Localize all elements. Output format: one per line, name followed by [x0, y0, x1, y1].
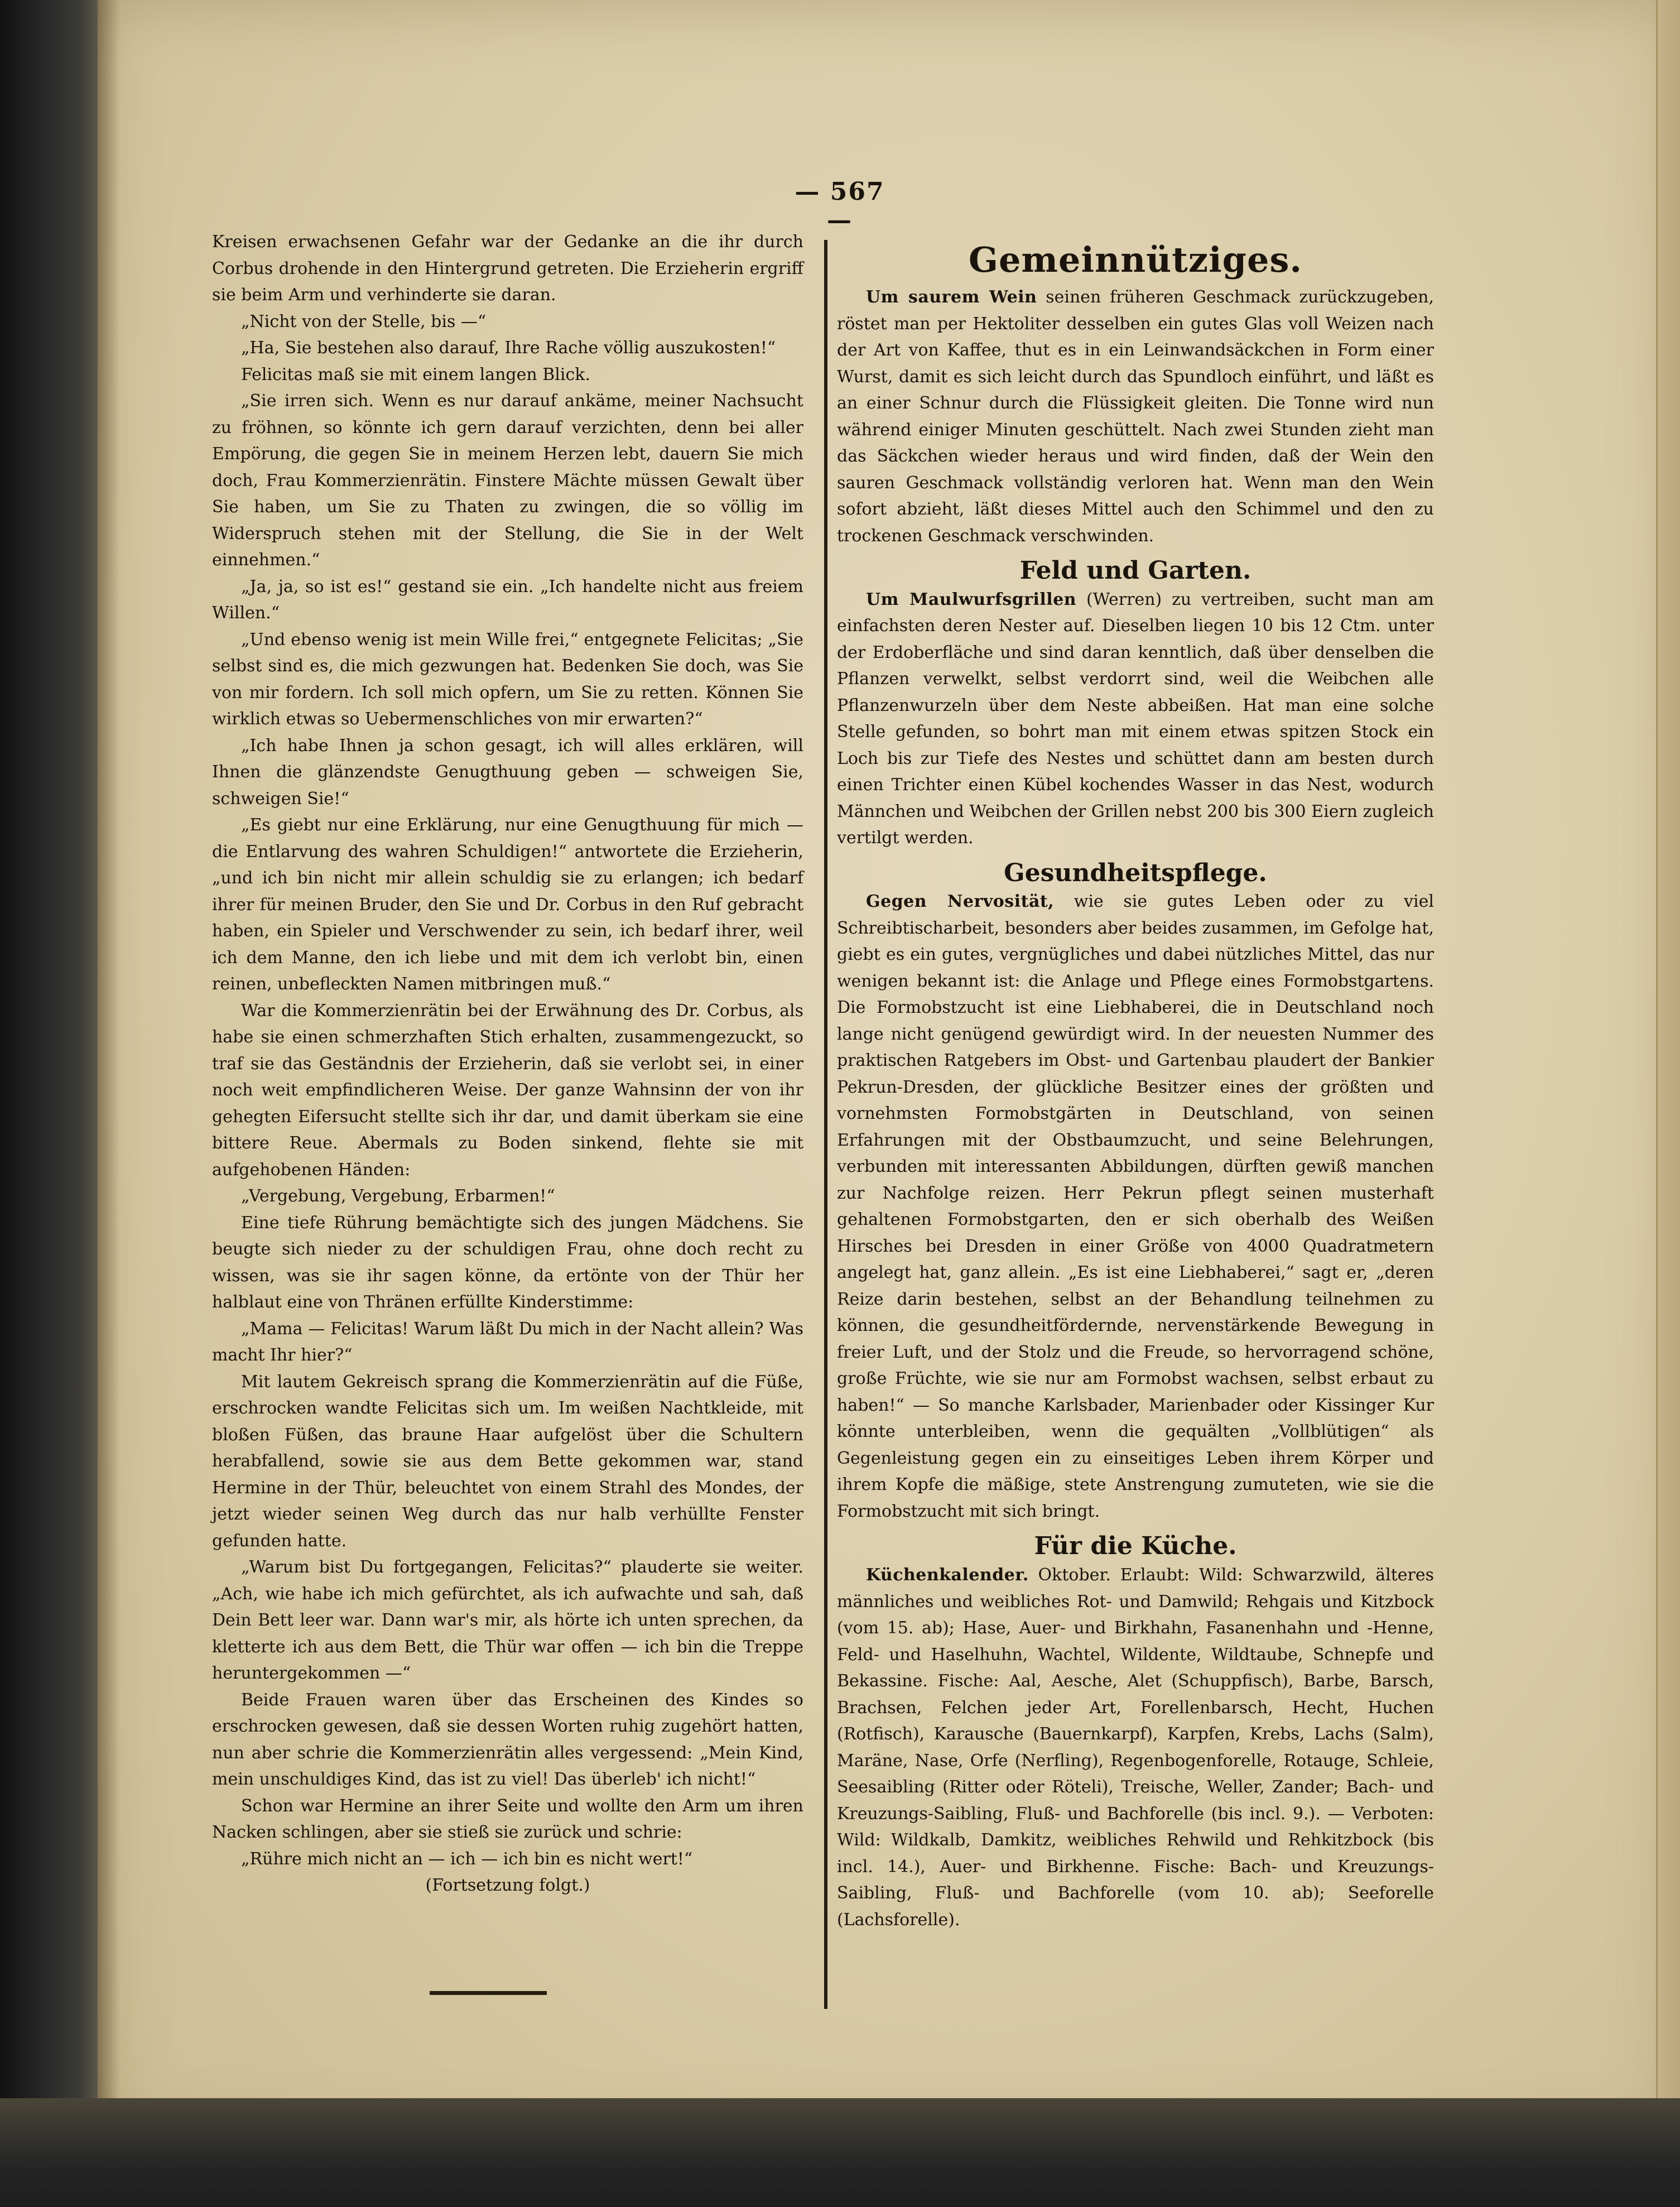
article-text: seinen früheren Geschmack zurückzugeben, röstet man per Hektoliter desselben ein gutes Glas voll Weizen nach der Art von Kaffee, thut es in ein Leinwandsäckchen in Form einer Wurst, damit es sich leicht durch das Spundloch einführt, und läßt es an einer Schnur durch die Flüssigkeit gleiten. Die Tonne wird nun während einiger Minuten geschüttelt. Nach zwei Stunden zieht man das Säckchen wieder heraus und wird finden, daß der Wein den sauren Geschmack vollständig verloren hat. Wenn man den Wein sofort abzieht, läßt dieses Mittel auch den Schimmel und den zu trockenen Geschmack verschwinden. — [837, 287, 1434, 546]
article-end-rule — [430, 1991, 547, 1995]
paragraph: „Rühre mich nicht an — ich — ich bin es nicht wert!“ — [241, 1849, 693, 1869]
right-column — [837, 240, 1434, 1933]
paragraph: „Es giebt nur eine Erklärung, nur eine Genugthuung für mich — die Entlarvung des wahren Schuldigen!“ antwortete die Erzieherin, „und ich bin nicht mir allein schuldig sie zu erlangen; ich bedarf ihrer für meinen Bruder, den Sie und Dr. Corbus in den Ruf gebracht haben, ein Spieler und Verschwender zu sein, ich bedarf ihrer, weil ich dem Manne, den ich liebe und mit dem ich verlobt bin, einen reinen, unbefleckten Namen mitbringen muß.“ — [212, 815, 803, 994]
article-lead: Küchenkalender. — [866, 1565, 1029, 1585]
page-fold-shadow — [98, 0, 120, 2143]
section-heading: Für die Küche. — [1034, 1532, 1237, 1561]
paragraph: „Warum bist Du fortgegangen, Felicitas?“ plauderte sie weiter. „Ach, wie habe ich mich gefürchtet, als ich aufwachte und sah, daß Dein Bett leer war. Dann war's mir, als hörte ich unten sprechen, da kletterte ich aus dem Bett, die Thür war offen — ich bin die Treppe heruntergekommen —“ — [212, 1557, 803, 1683]
column-divider — [824, 240, 827, 2009]
section-heading: Feld und Garten. — [1019, 556, 1251, 585]
scan-edge-left — [0, 0, 106, 2207]
paragraph: Schon war Hermine an ihrer Seite und wollte den Arm um ihren Nacken schlingen, aber sie stieß sie zurück und schrie: — [212, 1796, 803, 1842]
paragraph: Felicitas maß sie mit einem langen Blick. — [241, 364, 590, 384]
paragraph: „Vergebung, Vergebung, Erbarmen!“ — [241, 1186, 555, 1206]
paragraph: Eine tiefe Rührung bemächtigte sich des jungen Mädchens. Sie beugte sich nieder zu der schuldigen Frau, ohne doch recht zu wissen, was sie ihr sagen könne, da ertönte von der Thür her halblaut eine von Thränen erfüllte Kinderstimme: — [212, 1213, 803, 1312]
article-paragraph — [837, 1562, 1434, 1933]
paragraph: Kreisen erwachsenen Gefahr war der Gedanke an die ihr durch Corbus drohende in den Hintergrund getreten. Die Erzieherin ergriff sie beim Arm und verhinderte sie daran. — [212, 232, 803, 305]
section-heading: Gesundheitspflege. — [1004, 858, 1267, 887]
paragraph: „Und ebenso wenig ist mein Wille frei,“ entgegnete Felicitas; „Sie selbst sind es, die mich gezwungen hat. Bedenken Sie doch, was Sie von mir fordern. Ich soll mich opfern, um Sie zu retten. Können Sie wirklich etwas so Uebermenschliches von mir erwarten?“ — [212, 629, 803, 729]
paragraph: „Nicht von der Stelle, bis —“ — [241, 311, 487, 331]
article-text: (Werren) zu vertreiben, sucht man am einfachsten deren Nester auf. Dieselben liegen 10 bis 12 Ctm. unter der Erdoberfläche und sind daran kenntlich, daß über denselben die Pflanzen verwelkt, selbst verdorrt sind, weil die Weibchen alle Pflanzenwurzeln über dem Neste abbeißen. Hat man eine solche Stelle gefunden, so bohrt man mit einem etwas spitzen Stock ein Loch bis zur Tiefe des Nestes und schüttet dann am besten durch einen Trichter einen Kübel kochendes Wasser in das Nest, wodurch Männchen und Weibchen der Grillen nebst 200 bis 300 Eiern zugleich vertilgt werden. — [837, 589, 1435, 848]
article-lead: Um Maulwurfsgrillen — [866, 589, 1077, 609]
article-text: Oktober. Erlaubt: Wild: Schwarzwild, älteres männliches und weibliches Rot- und Damwild; Rehgais und Kitzbock (vom 15. ab); Hase, Auer- und Birkhahn, Fasanenhahn und -Henne, Feld- und Haselhuhn, Wachtel, Wildente, Wildtaube, Schnepfe und Bekassine. Fische: Aal, Aesche, Alet (Schuppfisch), Barbe, Barsch, Brachsen, Felchen jeder Art, Forellenbarsch, Hecht, Huchen (Rotfisch), Karausche (Bauernkarpf), Karpfen, Krebs, Lachs (Salm), Maräne, Nase, Orfe (Nerfling), Regenbogenforelle, Rotauge, Schleie, Seesaibling (Ritter oder Röteli), Treische, Weller, Zander; Bach- und Kreuzungs-Saibling, Fluß- und Bachforelle (bis incl. 9.). — Verboten: Wild: Wildkalb, Damkitz, weibliches Rehwild und Rehkitzbock (bis incl. 14.), Auer- und Birkhenne. Fische: Bach- und Kreuzungs-Saibling, Fluß- und Bachforelle (vom 10. ab); Seeforelle (Lachsforelle). — [837, 1565, 1434, 1930]
paragraph: War die Kommerzienrätin bei der Erwähnung des Dr. Corbus, als habe sie einen schmerzhaften Stich erhalten, zusammengezuckt, so traf sie das Geständnis der Erzieherin, daß sie verlobt sei, in einer noch weit empfindlicheren Weise. Der ganze Wahnsinn der von ihr gehegten Eifersucht stellte sich ihr dar, und damit überkam sie eine bittere Reue. Abermals zu Boden sinkend, flehte sie mit aufgehobenen Händen: — [212, 1001, 803, 1180]
paragraph: „Sie irren sich. Wenn es nur darauf ankäme, meiner Nachsucht zu fröhnen, so könnte ich gern darauf verzichten, denn bei aller Empörung, die gegen Sie in meinem Herzen lebt, dauern Sie mich doch, Frau Kommerzienrätin. Finstere Mächte müssen Gewalt über Sie haben, um Sie zu Thaten zu zwingen, die so völlig im Widerspruch stehen mit der Stellung, die Sie in der Welt einnehmen.“ — [212, 391, 803, 570]
article-lead: Gegen Nervosität, — [866, 892, 1055, 912]
article-lead: Um saurem Wein — [866, 287, 1037, 307]
paragraph: Beide Frauen waren über das Erscheinen des Kindes so erschrocken gewesen, daß sie dessen Worten ruhig zugehört hatten, nun aber schrie die Kommerzienrätin alles vergessend: „Mein Kind, mein unschuldiges Kind, das ist zu viel! Das überleb' ich nicht!“ — [212, 1690, 803, 1789]
article-text: wie sie gutes Leben oder zu viel Schreibtischarbeit, besonders aber beides zusammen, im Gefolge hat, giebt es ein gutes, vergnügliches und dabei nützliches Mittel, das nur wenigen bekannt ist: die Anlage und Pflege eines Formobstgartens. Die Formobstzucht ist eine Liebhaberei, die in Deutschland noch lange nicht genügend gewürdigt wird. In der neuesten Nummer des praktischen Ratgebers im Obst- und Gartenbau plaudert der Bankier Pekrun-Dresden, der glückliche Besitzer eines der größten und vornehmsten Formobstgärten in Deutschland, von seinen Erfahrungen mit der Obstbaumzucht, und seine Belehrungen, verbunden mit interessanten Abbildungen, dürften gewiß manchen zur Nachfolge reizen. Herr Pekrun pflegt seinen musterhaft gehaltenen Formobstgarten, den er sich oberhalb des Weißen Hirsches bei Dresden in einer Größe von 4000 Quadratmetern angelegt hat, ganz allein. „Es ist eine Liebhaberei,“ sagt er, „deren Reize darin bestehen, selbst an der Behandlung teilnehmen zu können, die gesundheitfördernde, nervenstärkende Bewegung in freier Luft, und der Stolz und die Freude, so hervorragend schöne, große Früchte, wie sie nur am Formobst wachsen, selbst erbaut zu haben!“ — So manche Karlsbader, Marienbader oder Kissinger Kur könnte unterbleiben, wenn die gequälten „Vollblütigen“ als Gegenleistung gegen ein zu einseitiges Leben ihrem Körper und ihrem Kopfe die mäßige, stete Anstrengung zumuteten, wie sie die Formobstzucht mit sich bringt. — [837, 892, 1434, 1521]
paragraph: Mit lautem Gekreisch sprang die Kommerzienrätin auf die Füße, erschrocken wandte Felicitas sich um. Im weißen Nachtkleide, mit bloßen Füßen, das braune Haar aufgelöst über die Schultern herabfallend, sowie sie aus dem Bette gekommen war, stand Hermine in der Thür, beleuchtet von einem Strahl des Mondes, der jetzt wieder seinen Weg durch das nur halb verhüllte Fenster gefunden hatte. — [212, 1372, 803, 1551]
continuation-note: (Fortsetzung folgt.) — [425, 1876, 590, 1895]
paragraph: „Ha, Sie bestehen also darauf, Ihre Rache völlig auszukosten!“ — [241, 338, 776, 358]
article-paragraph — [837, 586, 1434, 852]
paragraph: „Mama — Felicitas! Warum läßt Du mich in der Nacht allein? Was macht Ihr hier?“ — [212, 1319, 803, 1365]
left-column — [212, 229, 803, 1899]
paragraph: „Ich habe Ihnen ja schon gesagt, ich will alles erklären, will Ihnen die glänzendste Genugthuung geben — schweigen Sie, schweigen Sie!“ — [212, 735, 803, 809]
section-title: Gemeinnütziges. — [969, 239, 1302, 280]
paragraph: „Ja, ja, so ist es!“ gestand sie ein. „Ich handelte nicht aus freiem Willen.“ — [212, 576, 803, 623]
article-paragraph — [837, 284, 1434, 549]
scan-edge-bottom — [0, 2098, 1680, 2207]
page-right-edge — [1656, 0, 1680, 2132]
article-paragraph — [837, 888, 1434, 1525]
page-number: — 567 — — [795, 177, 885, 234]
